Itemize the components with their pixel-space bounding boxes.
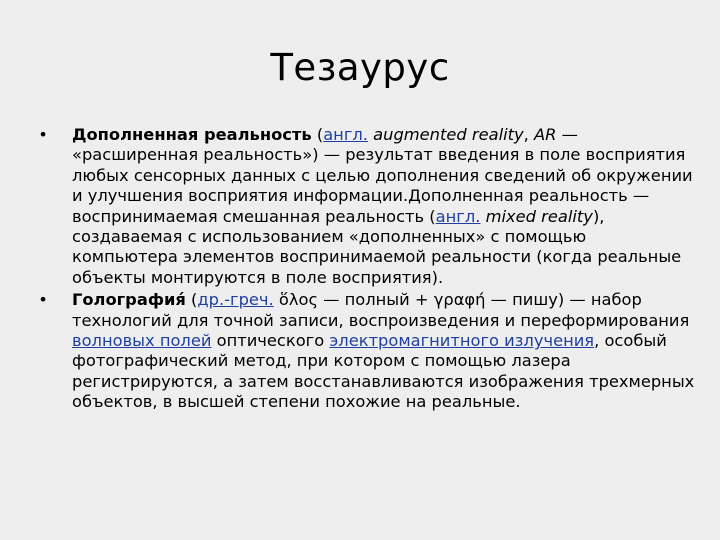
definition-text: — «расширенная реальность») — результат введения в поле восприятия любых сенсорных данных с целью дополнения сведений об окружении и улучшения восприятия информации.Дополненная реальность — воспринимаемая смешанная реальность ( <box>72 125 693 226</box>
definition-text: ὅλος — полный + γραφή — пишу) — набор технологий для точной записи, воспроизведения и переформирования <box>72 290 690 330</box>
link-english[interactable]: англ. <box>435 206 481 226</box>
definition-text: ( <box>311 125 324 144</box>
definition-text: , <box>523 125 535 144</box>
definition-text: ), создаваемая с использованием «дополненных» с помощью компьютера элементов воспринимаемой реальности (когда реальные объекты монтируются в поле восприятия). <box>72 206 682 287</box>
definition-text: , особый фотографический метод, при котором с помощью лазера регистрируются, а затем восстанавливаются изображения трехмерных объектов, в высшей степени похожие на реальные. <box>72 331 695 412</box>
link-electromagnetic-radiation[interactable]: электромагнитного излучения <box>329 331 595 351</box>
link-wave-fields[interactable]: волновых полей <box>72 331 212 351</box>
definition-text: оптического <box>211 331 330 351</box>
slide-title: Тезаурус <box>270 46 450 89</box>
foreign-term: mixed reality <box>485 206 593 226</box>
term-augmented-reality: Дополненная реальность <box>72 125 312 144</box>
definition-text: ( <box>185 290 198 310</box>
foreign-term: augmented reality <box>373 125 524 144</box>
bullet-holography <box>36 290 696 412</box>
bullet-augmented-reality <box>36 125 696 288</box>
link-english[interactable]: англ. <box>323 125 368 144</box>
link-ancient-greek[interactable]: др.-греч. <box>197 290 274 310</box>
bullet-dot-icon: • <box>38 125 48 144</box>
bullet-list <box>36 125 696 415</box>
foreign-term: AR <box>534 125 557 144</box>
term-holography: Голография́ <box>72 290 186 310</box>
bullet-dot-icon: • <box>38 290 48 310</box>
